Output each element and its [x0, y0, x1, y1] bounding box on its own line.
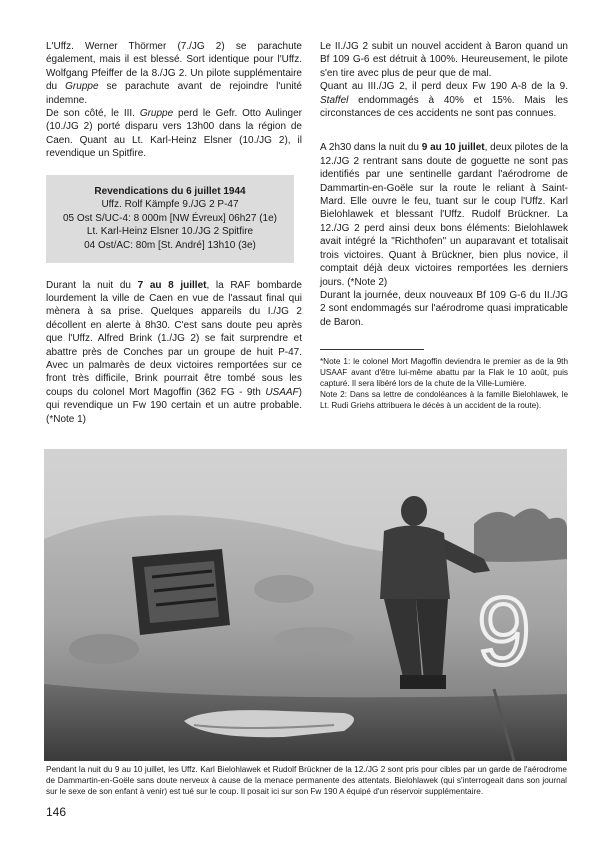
paragraph-aulinger: De son côté, le III. Gruppe perd le Gefr. Otto Aulinger (10./JG 2) porté disparu vers 13h00 dans la région de Caen. Quant au Lt. Karl-Heinz Elsner (10./JG 2), il revendique un Spitfire. [46, 108, 302, 160]
claim-line: 04 Ost/AC: 80m [St. André] 13h10 (3e) [84, 240, 256, 252]
aircraft-photo [44, 449, 567, 761]
left-column [46, 40, 302, 426]
page-number: 146 [46, 805, 67, 819]
right-column [320, 40, 568, 411]
paragraph-baron-damage: Durant la journée, deux nouveaux Bf 109 G-6 du II./JG 2 sont endommagés sur l'aérodrome quasi impraticable de Baron. [320, 289, 568, 328]
photo-caption: Pendant la nuit du 9 au 10 juillet, les Uffz. Karl Bielohlawek et Rudolf Brückner de la 12./JG 2 sont pris pour cibles par un garde de l'aérodrome de Dammartin-en-Goële sans doute nerveux à cause de la menace permanente des attentats. Bielohlawek (qui s'interrogeait dans son journal sur le sexe de son enfant à venir) est tué sur le coup. Il posait ici sur son Fw 190 A équipé d'un réservoir supplémentaire. [46, 765, 567, 796]
claims-title: Revendications du 6 juillet 1944 [94, 185, 246, 197]
paragraph-thormer: L'Uffz. Werner Thörmer (7./JG 2) se parachute également, mais il est blessé. Sort identique pour l'Uffz. Wolfgang Pfeiffer de la 8./JG 2. Un pilote supplémentaire du Gruppe se parachute avant de rejoindre l'unité indemne. [46, 41, 302, 106]
claims-box [46, 175, 294, 263]
footnote-2: Note 2: Dans sa lettre de condoléances à la famille Bielohlawek, le Lt. Rudi Griehs attribuera le décès à un accident de la route). [320, 390, 568, 411]
claim-line: 05 Ost S/UC-4: 8 000m [NW Évreux] 06h27 (1e) [63, 212, 277, 224]
paragraph-7-8-juillet: Durant la nuit du 7 au 8 juillet, la RAF bombarde lourdement la ville de Caen en vue de l'assaut final qui mènera à sa prise. Quelques appareils du I./JG 2 décollent en alerte à 8h30. C'est sans doute peu après que l'Uffz. Alfred Brink (1./JG 2) se fait surprendre et abattre près de Conches par un groupe de huit P-47. Avec un palmarès de deux victoires remportées sur ce front très difficile, Brink pourrait être tombé sous les coups du colonel Mort Magoffin (362 FG - 9th USAAF) qui revendique un Fw 190 certain et un autre probable. (*Note 1) [46, 279, 302, 425]
paragraph-baron-accident: Le II./JG 2 subit un nouvel accident à Baron quand un Bf 109 G-6 est détruit à 100%. Heureusement, le pilote s'en tire avec plus de peur que de mal. Quant au III./JG 2, il perd deux Fw 190 A-8 de la 9. Staffel endommagés à 40% et 15%. Mais les circonstances de ces accidents ne sont pas connues. [320, 41, 568, 120]
claim-line: Uffz. Rolf Kämpfe 9./JG 2 P-47 [101, 199, 239, 211]
footnote-1: *Note 1: le colonel Mort Magoffin deviendra le premier as de la 9th USAAF avant d'être lui-même abattu par la Flak le 10 août, puis capturé. Il sera libéré lors de la chute de la Ville-Lumière. [320, 357, 568, 389]
paragraph-9-10-juillet: A 2h30 dans la nuit du 9 au 10 juillet, deux pilotes de la 12./JG 2 rentrant sans doute de goguette ne sont pas identifiés par une sentinelle gardant l'aérodrome de Dammartin-en-Goële sur la route le reliant à Saint-Mard. Elle ouvre le feu, tuant sur le coup l'Uffz. Karl Bielohlawek et blessant l'Uffz. Rudolf Brückner. La 12./JG 2 perd ainsi deux bons éléments: Bielohlawek avait intégré la "Richthofen" un auparavant et totalisait trois victoires. Quant à Brückner, bien plus novice, il comptait déjà deux victoires remportées les derniers jours. (*Note 2) [320, 142, 569, 288]
claim-line: Lt. Karl-Heinz Elsner 10./JG 2 Spitfire [86, 226, 254, 238]
footnote-rule [320, 349, 424, 350]
fw190-pilot-image [44, 449, 567, 761]
fuselage-number: 9 [477, 578, 531, 685]
